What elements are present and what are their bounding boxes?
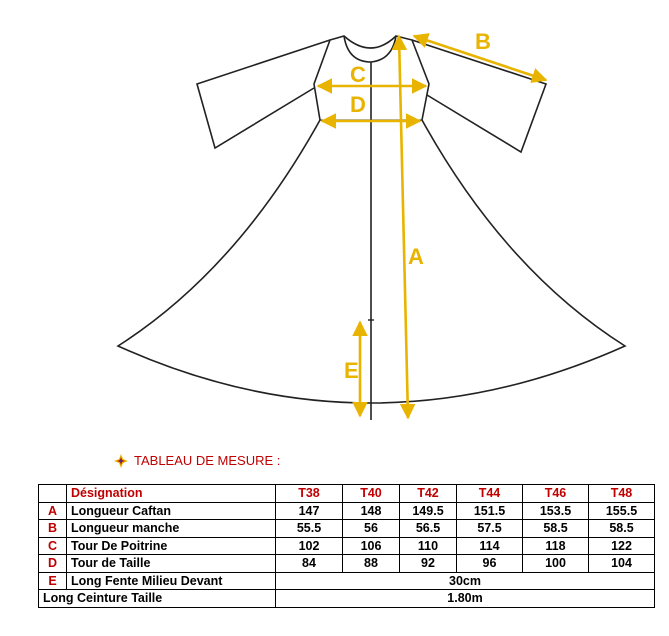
row-code: A [39, 502, 67, 520]
row-label: Longueur Caftan [67, 502, 276, 520]
row-value: 55.5 [276, 520, 343, 538]
row-code: B [39, 520, 67, 538]
row-code: C [39, 537, 67, 555]
row-label: Long Ceinture Taille [39, 590, 276, 608]
row-value: 149.5 [400, 502, 457, 520]
row-code: D [39, 555, 67, 573]
label-e: E [344, 358, 359, 383]
row-label: Tour de Taille [67, 555, 276, 573]
row-label: Long Fente Milieu Devant [67, 572, 276, 590]
row-value: 122 [589, 537, 655, 555]
row-value: 84 [276, 555, 343, 573]
row-value: 102 [276, 537, 343, 555]
row-value: 148 [343, 502, 400, 520]
label-a: A [408, 244, 424, 269]
row-value: 114 [457, 537, 523, 555]
left-sleeve [197, 40, 330, 148]
header-designation: Désignation [67, 485, 276, 503]
header-size: T40 [343, 485, 400, 503]
row-value: 155.5 [589, 502, 655, 520]
table-title: TABLEAU DE MESURE : [134, 453, 281, 468]
header-size: T46 [523, 485, 589, 503]
row-value: 57.5 [457, 520, 523, 538]
caftan-outline [118, 36, 625, 420]
row-value: 147 [276, 502, 343, 520]
row-value-merged: 1.80m [276, 590, 655, 608]
row-value: 58.5 [589, 520, 655, 538]
row-value: 151.5 [457, 502, 523, 520]
table-row [39, 520, 655, 538]
neckline [344, 36, 396, 62]
header-code-cell [39, 485, 67, 503]
row-value: 153.5 [523, 502, 589, 520]
row-value-merged: 30cm [276, 572, 655, 590]
label-b: B [475, 29, 491, 54]
row-value: 56 [343, 520, 400, 538]
row-label: Tour De Poitrine [67, 537, 276, 555]
header-size: T48 [589, 485, 655, 503]
row-code: E [39, 572, 67, 590]
bullet-icon [114, 454, 128, 468]
measure-a-line [399, 36, 408, 418]
row-value: 58.5 [523, 520, 589, 538]
label-d: D [350, 92, 366, 117]
row-value: 88 [343, 555, 400, 573]
header-size: T38 [276, 485, 343, 503]
row-value: 104 [589, 555, 655, 573]
row-label: Longueur manche [67, 520, 276, 538]
table-row [39, 502, 655, 520]
row-value: 92 [400, 555, 457, 573]
row-value: 118 [523, 537, 589, 555]
table-row-fente [39, 572, 655, 590]
row-value: 110 [400, 537, 457, 555]
table-row [39, 537, 655, 555]
header-size: T42 [400, 485, 457, 503]
row-value: 96 [457, 555, 523, 573]
size-table [38, 484, 655, 608]
label-c: C [350, 62, 366, 87]
row-value: 106 [343, 537, 400, 555]
row-value: 56.5 [400, 520, 457, 538]
row-value: 100 [523, 555, 589, 573]
header-size: T44 [457, 485, 523, 503]
table-caption [114, 453, 280, 468]
table-row [39, 555, 655, 573]
table-row-ceinture [39, 590, 655, 608]
table-header-row [39, 485, 655, 503]
